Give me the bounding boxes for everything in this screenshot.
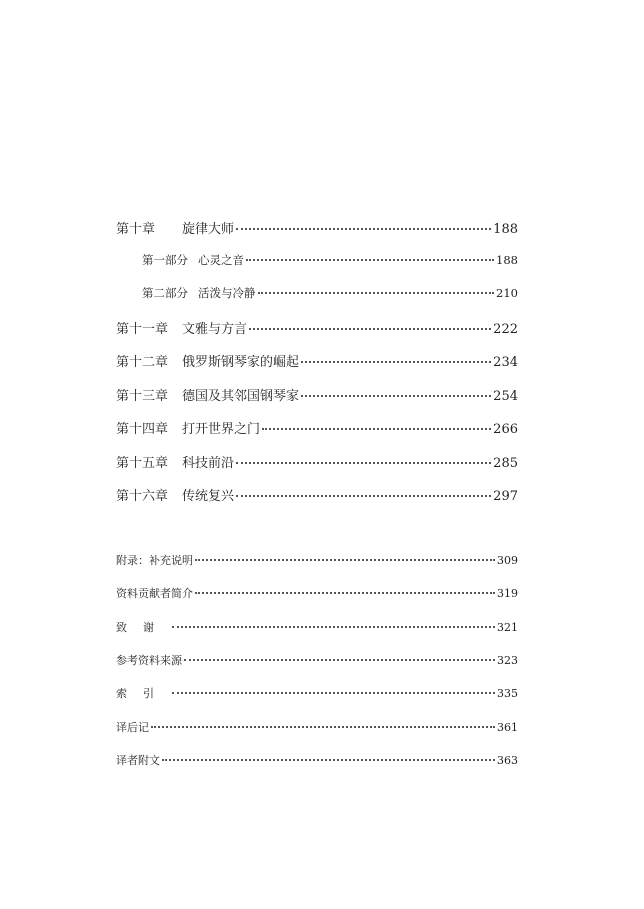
section-title: 心灵之音	[198, 253, 244, 267]
page-number: 285	[493, 456, 518, 471]
toc-entry-chapter-13[interactable]	[116, 385, 518, 404]
section-title: 活泼与冷静	[198, 286, 256, 300]
toc-entry-section-2[interactable]	[142, 285, 518, 301]
dot-leader	[195, 592, 495, 594]
toc-entry-section-1[interactable]	[142, 252, 518, 268]
entry-title: 附录：补充说明	[116, 554, 193, 567]
chapter-title: 旋律大师	[182, 222, 235, 237]
entry-label	[142, 285, 256, 301]
chapter-title: 文雅与方言	[182, 322, 248, 337]
toc-entry-chapter-11[interactable]	[116, 318, 518, 337]
chapter-number: 第十六章	[116, 489, 169, 504]
dot-leader	[301, 361, 491, 363]
dot-leader	[236, 228, 491, 230]
entry-title: 参考资料来源	[116, 654, 182, 667]
dot-leader	[184, 659, 495, 661]
dot-leader	[172, 626, 495, 628]
chapter-title: 传统复兴	[182, 489, 235, 504]
chapter-number: 第十四章	[116, 422, 169, 437]
toc-entry-chapter-12[interactable]	[116, 351, 518, 370]
toc-entry-contributors[interactable]	[116, 585, 518, 601]
chapter-title: 德国及其邻国钢琴家	[182, 389, 300, 404]
page-number: 309	[497, 554, 518, 567]
page-number: 321	[497, 621, 518, 634]
page-number: 210	[496, 286, 518, 300]
entry-label	[116, 218, 234, 237]
dot-leader	[258, 292, 495, 294]
entry-label	[116, 452, 234, 471]
entry-label	[116, 485, 234, 504]
page-number: 297	[493, 489, 518, 504]
entry-label	[116, 385, 299, 404]
dot-leader	[236, 495, 491, 497]
dot-leader	[195, 559, 495, 561]
dot-leader	[151, 726, 495, 728]
entry-label	[116, 318, 247, 337]
toc-entry-chapter-14[interactable]	[116, 418, 518, 437]
page-number: 188	[496, 253, 518, 267]
entry-label	[142, 252, 244, 268]
page-number: 254	[493, 389, 518, 404]
page-number: 188	[493, 222, 518, 237]
toc-entry-appendix-notes[interactable]	[116, 552, 518, 568]
toc-entry-acknowledgements[interactable]	[116, 619, 518, 635]
chapter-title: 俄罗斯钢琴家的崛起	[182, 355, 300, 370]
page-number: 335	[497, 687, 518, 700]
dot-leader	[236, 462, 491, 464]
entry-title: 译后记	[116, 721, 149, 734]
entry-title: 资料贡献者简介	[116, 587, 193, 600]
page-number: 361	[497, 721, 518, 734]
toc-entry-index[interactable]	[116, 685, 518, 701]
entry-title: 致谢	[116, 621, 170, 634]
page-number: 234	[493, 355, 518, 370]
chapter-title: 科技前沿	[182, 456, 235, 471]
dot-leader	[249, 328, 491, 330]
chapter-number: 第十五章	[116, 456, 169, 471]
entry-title: 译者附文	[116, 754, 160, 767]
entry-label	[116, 351, 299, 370]
chapter-number: 第十二章	[116, 355, 169, 370]
chapter-number: 第十三章	[116, 389, 169, 404]
page-number: 222	[493, 322, 518, 337]
toc-entry-references[interactable]	[116, 652, 518, 668]
page-number: 266	[493, 422, 518, 437]
entry-label	[116, 418, 260, 437]
page-number: 363	[497, 754, 518, 767]
toc-entry-chapter-15[interactable]	[116, 452, 518, 471]
dot-leader	[172, 692, 495, 694]
toc-entry-chapter-10[interactable]	[116, 218, 518, 237]
chapter-title: 打开世界之门	[182, 422, 261, 437]
dot-leader	[246, 259, 494, 261]
page-number: 319	[497, 587, 518, 600]
dot-leader	[162, 759, 495, 761]
toc-entry-translator-postscript[interactable]	[116, 719, 518, 735]
entry-title: 索引	[116, 687, 170, 700]
dot-leader	[262, 428, 491, 430]
toc-entry-chapter-16[interactable]	[116, 485, 518, 504]
page-number: 323	[497, 654, 518, 667]
section-number: 第二部分	[142, 286, 188, 300]
chapter-number: 第十一章	[116, 322, 169, 337]
dot-leader	[301, 395, 491, 397]
toc-entry-translator-appendix[interactable]	[116, 752, 518, 768]
section-number: 第一部分	[142, 253, 188, 267]
chapter-number: 第十章	[116, 222, 156, 237]
